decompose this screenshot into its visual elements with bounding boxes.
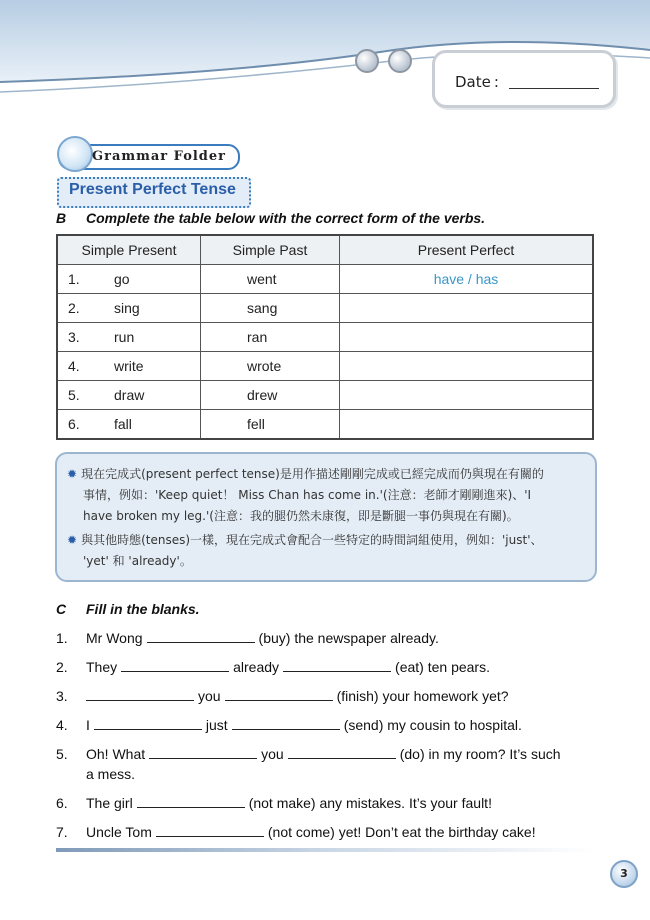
note-line: 'yet' 和 'already'。 <box>83 554 192 568</box>
item-number: 1. <box>56 630 68 646</box>
simple-past: wrote <box>247 358 282 374</box>
section-letter: B <box>56 210 67 226</box>
sentence-text: Uncle Tom <box>86 824 152 840</box>
simple-past: went <box>247 271 277 287</box>
sentence-text: (send) my cousin to hospital. <box>343 717 522 733</box>
sentence-text: (not come) yet! Don’t eat the birthday cake! <box>267 824 536 840</box>
present-perfect-cell[interactable] <box>340 294 594 323</box>
simple-past: drew <box>247 387 278 403</box>
star-bullet-icon: ✹ <box>67 467 78 481</box>
date-card <box>432 50 616 108</box>
note-item <box>67 530 543 572</box>
binder-ring-icon <box>355 49 379 73</box>
simple-present: draw <box>114 387 145 403</box>
item-number: 3. <box>56 688 68 704</box>
simple-present: write <box>114 358 144 374</box>
row-number: 6. <box>68 416 80 432</box>
present-perfect-cell[interactable] <box>340 381 594 410</box>
sentence-text: (buy) the newspaper already. <box>258 630 439 646</box>
sentence-text: (eat) ten pears. <box>395 659 490 675</box>
answer-blank[interactable] <box>121 659 229 672</box>
sentence-text: The girl <box>86 795 133 811</box>
sentence-text: I <box>86 717 90 733</box>
item-number: 5. <box>56 746 68 762</box>
star-bullet-icon: ✹ <box>67 533 78 547</box>
simple-present: go <box>114 271 130 287</box>
page-number: 3 <box>610 860 638 888</box>
sentence-text: Oh! What <box>86 746 146 762</box>
row-number: 3. <box>68 329 80 345</box>
answer-blank[interactable] <box>94 717 202 730</box>
section-c-heading <box>56 601 356 619</box>
sentence-text: just <box>205 717 228 733</box>
item-number: 2. <box>56 659 68 675</box>
folder-icon <box>57 136 93 172</box>
sentence-text: They <box>86 659 118 675</box>
answer-blank[interactable] <box>156 824 264 837</box>
table-row <box>57 381 593 410</box>
simple-past: sang <box>247 300 278 316</box>
table-row <box>57 410 593 440</box>
column-header: Simple Past <box>201 235 340 265</box>
table-row <box>57 265 593 294</box>
sentence-text: a mess. <box>86 766 136 782</box>
simple-present: fall <box>114 416 132 432</box>
sentence-text: (not make) any mistakes. It’s your fault! <box>248 795 492 811</box>
topic-title: Present Perfect Tense <box>69 181 236 198</box>
sentence-text: already <box>233 659 280 675</box>
note-line: have broken my leg.'(注意：我的腿仍然未康復，即是斷腿一事仍與現在有關)。 <box>83 509 519 523</box>
date-input-line[interactable] <box>509 88 599 89</box>
note-line: 事情，例如：'Keep quiet！ Miss Chan has come in.'(注意：老師才剛剛進來)、'I <box>83 488 532 502</box>
row-number: 5. <box>68 387 80 403</box>
answer-blank[interactable] <box>137 795 245 808</box>
present-perfect-cell[interactable] <box>340 352 594 381</box>
row-number: 1. <box>68 271 80 287</box>
answer-blank[interactable] <box>149 746 257 759</box>
sentence-text: you <box>198 688 221 704</box>
note-line: 現在完成式(present perfect tense)是用作描述剛剛完成或已經完成而仍與現在有關的 <box>81 467 544 481</box>
simple-present: run <box>114 329 135 345</box>
answer-blank[interactable] <box>283 659 391 672</box>
present-perfect-cell[interactable]: have / has <box>340 265 594 294</box>
sentence-text: (finish) your homework yet? <box>336 688 509 704</box>
note-item <box>67 464 544 527</box>
present-perfect-cell[interactable] <box>340 410 594 440</box>
answer-blank[interactable] <box>288 746 396 759</box>
answer-blank[interactable] <box>86 688 194 701</box>
sentence-text: Mr Wong <box>86 630 143 646</box>
section-letter: C <box>56 601 67 617</box>
grammar-folder-label: Grammar Folder <box>92 149 227 164</box>
item-number: 7. <box>56 824 68 840</box>
answer-blank[interactable] <box>225 688 333 701</box>
binder-ring-icon <box>388 49 412 73</box>
grammar-note-box <box>55 452 597 582</box>
table-row <box>57 323 593 352</box>
section-b-heading <box>56 210 596 228</box>
simple-present: sing <box>114 300 140 316</box>
column-header: Simple Present <box>57 235 201 265</box>
sentence-text: (do) in my room? It’s such <box>399 746 561 762</box>
verb-table <box>56 234 594 440</box>
date-label: Date : <box>455 73 499 91</box>
row-number: 4. <box>68 358 80 374</box>
row-number: 2. <box>68 300 80 316</box>
section-instruction: Complete the table below with the correct form of the verbs. <box>86 210 486 226</box>
footer-divider <box>56 848 594 852</box>
table-row <box>57 352 593 381</box>
present-perfect-cell[interactable] <box>340 323 594 352</box>
section-instruction: Fill in the blanks. <box>86 601 200 617</box>
note-line: 與其他時態(tenses)一樣，現在完成式會配合一些特定的時間詞組使用，例如：'just'、 <box>81 533 543 547</box>
answer-blank[interactable] <box>147 630 255 643</box>
answer-blank[interactable] <box>232 717 340 730</box>
simple-past: fell <box>247 416 265 432</box>
item-number: 6. <box>56 795 68 811</box>
table-row <box>57 294 593 323</box>
sentence-text: you <box>261 746 284 762</box>
item-number: 4. <box>56 717 68 733</box>
simple-past: ran <box>247 329 268 345</box>
column-header: Present Perfect <box>340 235 594 265</box>
